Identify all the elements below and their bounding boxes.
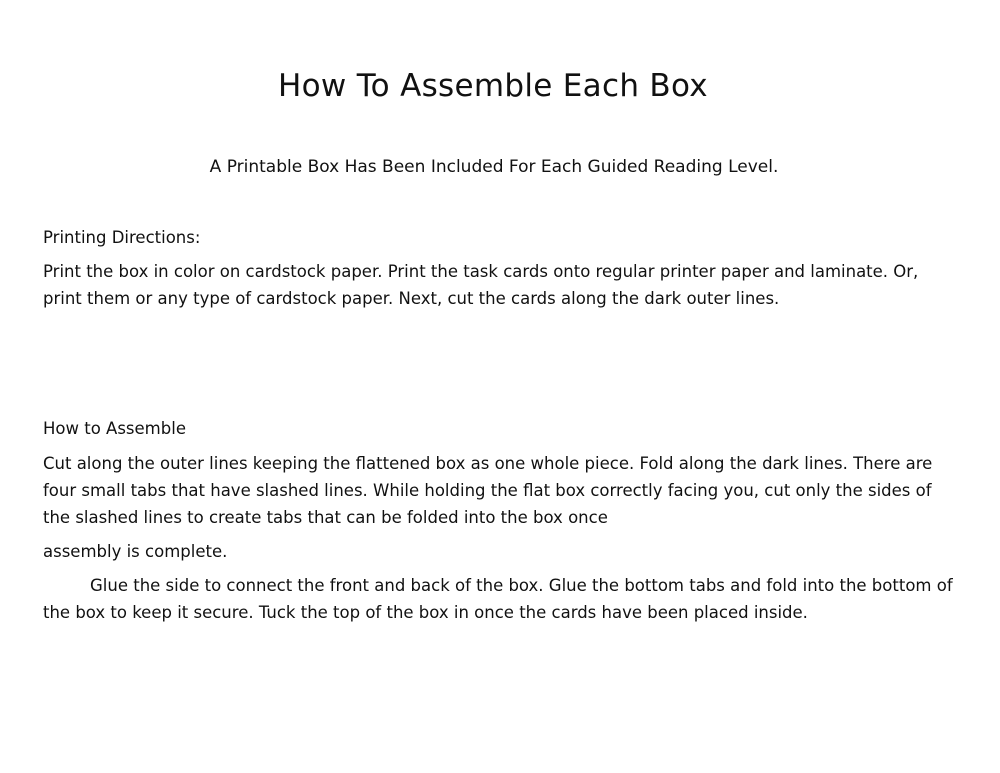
- printing-directions-heading: Printing Directions:: [43, 228, 201, 247]
- assemble-paragraph-1: Cut along the outer lines keeping the flattened box as one whole piece. Fold along the dark lines. There are four small tabs that have slashed lines. While holding the flat box correctly facing you, cut only the sides of the slashed lines to create tabs that can be folded into the box once: [43, 454, 933, 527]
- page-title: How To Assemble Each Box: [278, 68, 708, 104]
- printing-directions-paragraph: Print the box in color on cardstock paper. Print the task cards onto regular printer paper and laminate. Or, print them or any type of cardstock paper. Next, cut the cards along the dark outer lines.: [43, 262, 919, 308]
- page-subtitle: A Printable Box Has Been Included For Each Guided Reading Level.: [209, 157, 779, 177]
- assemble-paragraph-3: Glue the side to connect the front and back of the box. Glue the bottom tabs and fold into the bottom of the box to keep it secure. Tuck the top of the box in once the cards have been placed inside.: [43, 576, 953, 622]
- how-to-assemble-heading: How to Assemble: [43, 419, 186, 438]
- assemble-paragraph-2: assembly is complete.: [43, 542, 228, 561]
